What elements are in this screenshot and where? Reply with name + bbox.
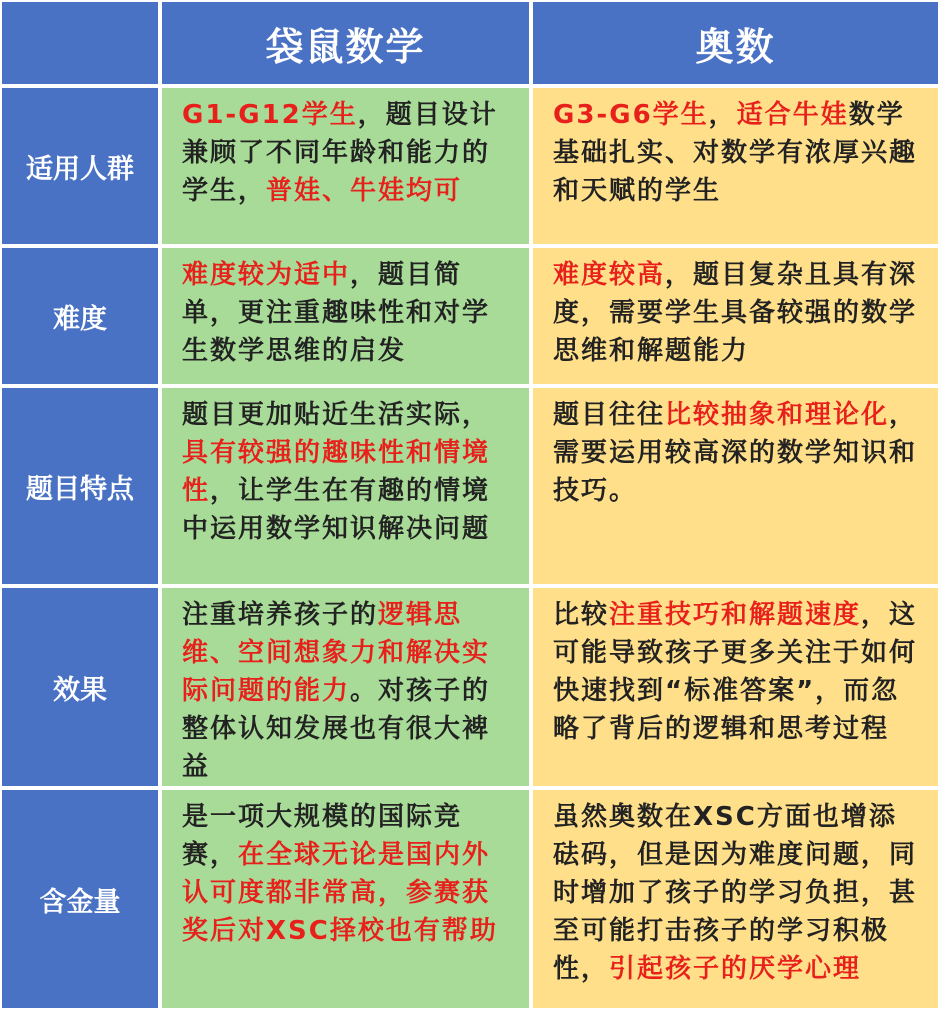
- cell-text: [533, 248, 938, 376]
- text-segment: G1-G12学生: [182, 100, 358, 130]
- cell-text: [162, 790, 529, 956]
- olympiad-audience-cell: [531, 86, 940, 246]
- text-segment: ，这可能导致孩子更多关注于如何快速找到“标准答案”，而忽略了背后的逻辑和思考过程: [553, 600, 918, 744]
- row-header-difficulty: [0, 246, 160, 386]
- text-segment: 虽然奥数在XSC方面也增添砝码，但是因为难度问题，同时增加了孩子的学习负担，甚至可能打击孩子的学习积极性，: [553, 802, 918, 984]
- column-header-olympiad: [531, 0, 940, 86]
- olympiad-features-cell: [531, 386, 940, 586]
- cell-text: [533, 790, 938, 994]
- kangaroo-audience-cell: [160, 86, 531, 246]
- text-segment: 难度较高: [553, 260, 666, 290]
- kangaroo-difficulty-cell: [160, 246, 531, 386]
- text-segment: ，题目简单，更注重趣味性和对学生数学思维的启发: [182, 260, 491, 366]
- row-header-audience: [0, 86, 160, 246]
- text-segment: 注重培养孩子的: [182, 600, 379, 630]
- row-header-value: [0, 788, 160, 1010]
- kangaroo-features-cell: [160, 386, 531, 586]
- olympiad-value-cell: [531, 788, 940, 1010]
- text-segment: 比较抽象和理论化: [665, 400, 890, 430]
- cell-text: [162, 88, 529, 216]
- row-header-effect: [0, 586, 160, 788]
- column-header-kangaroo-label: 袋鼠数学: [265, 24, 426, 69]
- text-segment: ，让学生在有趣的情境中运用数学知识解决问题: [182, 476, 491, 544]
- cell-text: [533, 588, 938, 754]
- row-header-label: 效果: [53, 674, 107, 706]
- text-segment: ，: [708, 100, 737, 130]
- cell-text: [162, 588, 529, 788]
- text-segment: 是一项大规模的国际竞赛，: [182, 802, 463, 870]
- text-segment: 具有较强的趣味性和情境性: [182, 438, 491, 506]
- text-segment: 比较: [553, 600, 610, 630]
- row-header-label: 题目特点: [26, 473, 134, 505]
- text-segment: ，题目复杂且具有深度，需要学生具备较强的数学思维和解题能力: [553, 260, 918, 366]
- text-segment: 题目更加贴近生活实际，: [182, 400, 491, 430]
- kangaroo-effect-cell: [160, 586, 531, 788]
- corner-header: [0, 0, 160, 86]
- text-segment: 在全球无论是国内外认可度都非常高，参赛获奖后对XSC择校也有帮助: [182, 840, 498, 946]
- kangaroo-value-cell: [160, 788, 531, 1010]
- cell-text: [162, 388, 529, 554]
- text-segment: 注重技巧和解题速度: [609, 600, 862, 630]
- row-header-label: 适用人群: [26, 153, 134, 185]
- row-header-label: 难度: [53, 303, 107, 335]
- text-segment: 数学基础扎实、对数学有浓厚兴趣和天赋的学生: [553, 100, 918, 206]
- text-segment: ，题目设计兼顾了不同年龄和能力的学生，: [182, 100, 498, 206]
- cell-text: [533, 388, 938, 516]
- cell-text: [533, 88, 938, 216]
- column-header-kangaroo: [160, 0, 531, 86]
- row-header-label: 含金量: [39, 886, 121, 918]
- text-segment: 普娃、牛娃均可: [266, 176, 463, 206]
- text-segment: 适合牛娃: [736, 100, 849, 130]
- text-segment: G3-G6学生: [553, 100, 709, 130]
- text-segment: 逻辑思维、空间想象力和解决实际问题的能力: [182, 600, 491, 706]
- cell-text: [162, 248, 529, 376]
- text-segment: 难度较为适中: [182, 260, 351, 290]
- text-segment: 。对孩子的整体认知发展也有很大裨益: [182, 676, 491, 782]
- text-segment: 引起孩子的厌学心理: [609, 954, 862, 984]
- olympiad-effect-cell: [531, 586, 940, 788]
- text-segment: 题目往往: [553, 400, 666, 430]
- olympiad-difficulty-cell: [531, 246, 940, 386]
- row-header-features: [0, 386, 160, 586]
- text-segment: ，需要运用较高深的数学知识和技巧。: [553, 400, 918, 506]
- column-header-olympiad-label: 奥数: [695, 24, 776, 69]
